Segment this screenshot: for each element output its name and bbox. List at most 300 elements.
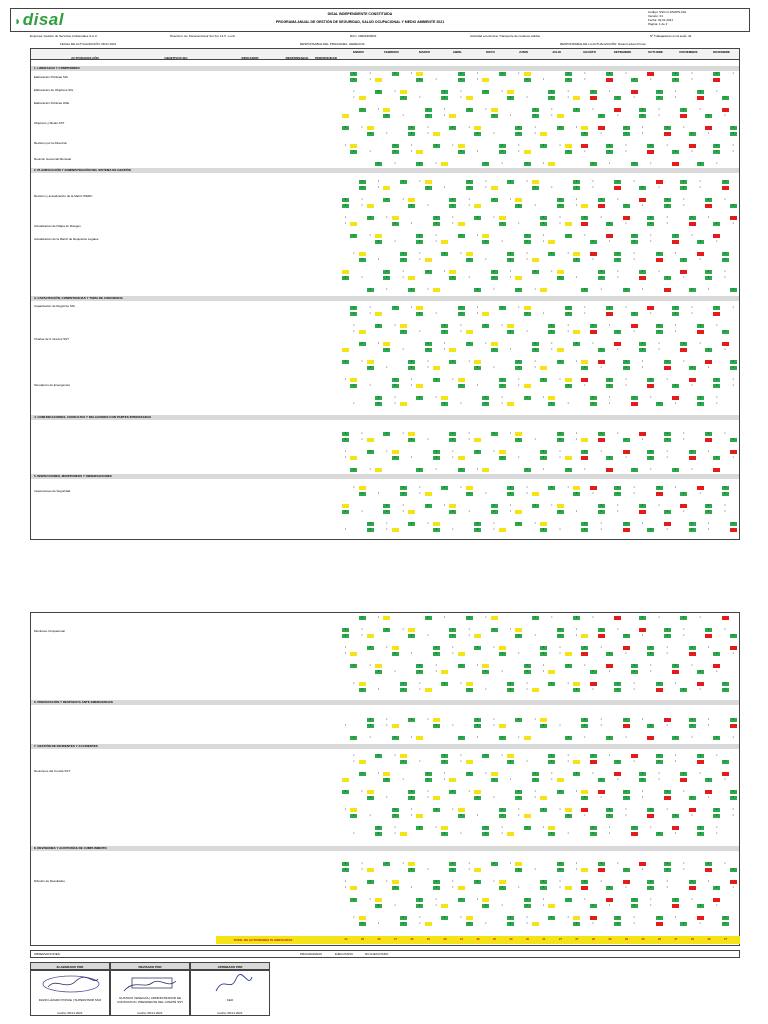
schedule-cell: ×	[672, 898, 679, 902]
schedule-cell: ×	[614, 330, 621, 334]
schedule-cell: ×	[600, 646, 602, 649]
schedule-cell	[598, 126, 605, 130]
schedule-cell: ×	[623, 790, 630, 794]
schedule-cell: ×	[427, 288, 429, 291]
schedule-cell: ×	[353, 324, 355, 327]
schedule-cell: ×	[532, 342, 539, 346]
schedule-cell: ×	[468, 790, 470, 793]
schedule-cell: ×	[474, 132, 481, 136]
schedule-cell: ×	[425, 342, 432, 346]
schedule-cell: ×	[394, 240, 396, 243]
schedule-cell: ×	[394, 162, 396, 165]
schedule-cell: ×	[573, 342, 580, 346]
schedule-cell: ×	[683, 510, 685, 513]
schedule-cell: ×	[650, 162, 652, 165]
schedule-cell: ×	[608, 904, 611, 907]
schedule-cell: ×	[377, 108, 380, 111]
schedule-cell: ×	[548, 916, 555, 920]
schedule-cell: ×	[534, 204, 536, 207]
schedule-cell	[359, 916, 366, 920]
schedule-cell: ×	[559, 652, 561, 655]
schedule-cell	[672, 396, 679, 400]
schedule-cell: ×	[466, 108, 473, 112]
schedule-cell: ×	[410, 378, 413, 381]
schedule-cell	[722, 342, 729, 346]
schedule-cell: ×	[452, 222, 454, 225]
schedule-cell: ×	[476, 898, 479, 901]
schedule-cell: ×	[466, 180, 473, 184]
schedule-cell: ×	[625, 736, 627, 739]
schedule-cell: ×	[515, 126, 522, 130]
schedule-cell: ×	[532, 114, 539, 118]
total-value: 26	[592, 938, 595, 941]
schedule-cell	[491, 186, 498, 190]
schedule-cell: ×	[606, 652, 613, 656]
schedule-cell: ×	[353, 486, 355, 489]
schedule-cell: ×	[664, 438, 671, 442]
schedule-cell: ×	[410, 456, 413, 459]
schedule-cell: ×	[435, 234, 437, 237]
schedule-cell: ×	[724, 348, 726, 351]
schedule-cell: ×	[590, 670, 597, 674]
schedule-cell: ×	[581, 646, 588, 650]
schedule-cell: ×	[410, 72, 413, 75]
schedule-cell: ×	[361, 360, 363, 363]
schedule-cell	[730, 724, 737, 728]
schedule-cell	[532, 922, 539, 926]
schedule-cell: ×	[452, 528, 454, 531]
schedule-cell	[392, 880, 399, 884]
schedule-cell: ×	[559, 144, 561, 147]
schedule-cell: ×	[425, 348, 432, 352]
schedule-cell: ×	[581, 796, 588, 800]
schedule-cell: ×	[697, 90, 704, 94]
schedule-cell: ×	[614, 760, 621, 764]
schedule-cell: ×	[565, 814, 572, 818]
schedule-cell: ×	[518, 144, 520, 147]
schedule-cell: ×	[402, 114, 404, 117]
schedule-cell: ×	[509, 778, 512, 781]
schedule-cell: ×	[598, 276, 605, 280]
schedule-cell: ×	[526, 330, 528, 333]
schedule-cell	[540, 288, 547, 292]
schedule-cell	[697, 682, 704, 686]
doc-title-2: PROGRAMA ANUAL DE GESTIÓN DE SEGURIDAD, SALUD OCUPACIONAL Y MEDIO AMBIENTE 2021	[275, 20, 445, 24]
schedule-cell: ×	[674, 330, 677, 333]
schedule-cell: ×	[724, 270, 726, 273]
schedule-cell: ×	[425, 772, 432, 776]
schedule-cell	[672, 826, 679, 830]
schedule-cell: ×	[386, 288, 388, 291]
schedule-cell: ×	[485, 616, 487, 619]
schedule-cell: ×	[526, 922, 528, 925]
schedule-cell: ×	[509, 114, 512, 117]
schedule-cell: ×	[493, 522, 495, 525]
schedule-cell	[581, 378, 588, 382]
schedule-cell: ×	[367, 132, 374, 136]
schedule-cell	[713, 664, 720, 668]
schedule-cell	[705, 126, 712, 130]
schedule-cell: ×	[419, 180, 421, 183]
schedule-cell: ×	[425, 778, 432, 782]
schedule-cell: ×	[705, 198, 712, 202]
schedule-cell: ×	[416, 396, 423, 400]
schedule-cell: ×	[369, 312, 371, 315]
schedule-cell	[573, 330, 580, 334]
schedule-cell: ×	[400, 330, 407, 334]
schedule-cell: ×	[501, 826, 503, 829]
schedule-cell: ×	[658, 504, 660, 507]
schedule-cell: ×	[474, 288, 481, 292]
schedule-cell	[590, 916, 597, 920]
schedule-cell: ×	[493, 646, 495, 649]
doc-version: Versión: 01	[648, 14, 664, 18]
schedule-cell: ×	[427, 366, 429, 369]
schedule-cell	[367, 868, 374, 872]
schedule-cell	[730, 646, 737, 650]
schedule-cell: ×	[683, 198, 685, 201]
schedule-cell: ×	[518, 886, 520, 889]
schedule-cell: ×	[592, 616, 594, 619]
schedule-cell: ×	[666, 450, 668, 453]
schedule-cell: ×	[377, 616, 380, 619]
schedule-cell	[367, 634, 374, 638]
schedule-cell: ×	[375, 396, 382, 400]
schedule-cell: ×	[664, 276, 671, 280]
schedule-cell	[499, 450, 506, 454]
schedule-cell: ×	[548, 96, 555, 100]
section-7: 7. GESTIÓN DE INCIDENTES Y ACCIDENTES	[30, 744, 740, 749]
schedule-cell: ×	[730, 288, 737, 292]
schedule-cell: ×	[683, 438, 685, 441]
signature-stamp-2	[116, 973, 186, 995]
schedule-cell: ×	[509, 510, 512, 513]
activity-label: Reuniones del Comité SST	[34, 769, 71, 773]
schedule-cell: ×	[705, 114, 712, 118]
schedule-cell	[548, 904, 555, 908]
schedule-cell: ×	[433, 528, 440, 532]
schedule-cell: ×	[567, 252, 569, 255]
schedule-cell: ×	[515, 718, 522, 722]
schedule-cell	[540, 718, 547, 722]
col-activity: ACTIVIDADES AÑO	[71, 56, 99, 60]
schedule-cell: ×	[713, 144, 720, 148]
schedule-cell	[524, 814, 531, 818]
schedule-cell: ×	[584, 736, 586, 739]
schedule-cell: ×	[600, 450, 602, 453]
schedule-cell	[416, 736, 423, 740]
schedule-cell: ×	[410, 808, 413, 811]
schedule-cell: ×	[713, 378, 720, 382]
schedule-cell: ×	[584, 468, 586, 471]
schedule-cell: ×	[460, 90, 462, 93]
address-info: Dirección: Av. Panamericana Sur Km 13.5 - Lurín	[170, 34, 236, 38]
schedule-cell: ×	[344, 886, 347, 889]
schedule-cell: ×	[548, 682, 555, 686]
schedule-cell	[557, 270, 564, 274]
schedule-cell: ×	[482, 240, 489, 244]
schedule-cell: ×	[540, 808, 547, 812]
schedule-cell	[449, 348, 456, 352]
schedule-cell: ×	[713, 384, 720, 388]
schedule-cell: ×	[732, 384, 734, 387]
schedule-cell	[697, 330, 704, 334]
schedule-cell: ×	[359, 258, 366, 262]
schedule-cell: ×	[664, 510, 671, 514]
schedule-cell: ×	[608, 396, 611, 399]
schedule-cell: ×	[606, 736, 613, 740]
schedule-cell: ×	[518, 384, 520, 387]
schedule-cell: ×	[656, 760, 663, 764]
schedule-cell: ×	[400, 486, 407, 490]
schedule-cell: ×	[427, 126, 429, 129]
schedule-cell: ×	[515, 438, 522, 442]
schedule-cell: ×	[482, 324, 489, 328]
schedule-cell: ×	[631, 234, 638, 238]
schedule-cell	[408, 432, 415, 436]
schedule-cell: ×	[443, 186, 446, 189]
schedule-cell	[606, 234, 613, 238]
schedule-cell: ×	[435, 240, 437, 243]
schedule-cell: ×	[468, 198, 470, 201]
schedule-cell: ×	[402, 198, 404, 201]
schedule-cell: ×	[639, 778, 646, 782]
schedule-cell: ×	[419, 760, 421, 763]
schedule-cell: ×	[474, 450, 481, 454]
schedule-cell: ×	[722, 922, 729, 926]
schedule-cell: ×	[658, 108, 660, 111]
schedule-cell: ×	[507, 258, 514, 262]
schedule-cell: ×	[485, 108, 487, 111]
schedule-cell: ×	[705, 432, 712, 436]
schedule-cell: ×	[683, 432, 685, 435]
total-value: 26	[361, 938, 364, 941]
schedule-cell	[350, 652, 357, 656]
schedule-cell: ×	[534, 366, 536, 369]
month-header-febrero: FEBRERO	[384, 50, 399, 54]
sig-header-3: APROBADO POR	[190, 962, 270, 970]
schedule-cell: ×	[542, 312, 545, 315]
schedule-cell	[433, 718, 440, 722]
schedule-cell: ×	[633, 492, 635, 495]
schedule-cell	[730, 450, 737, 454]
schedule-cell: ×	[367, 718, 374, 722]
schedule-cell: ×	[590, 402, 597, 406]
schedule-cell: ×	[633, 258, 635, 261]
schedule-cell: ×	[631, 904, 638, 908]
schedule-cell	[507, 90, 514, 94]
schedule-cell: ×	[515, 634, 522, 638]
schedule-cell: ×	[716, 826, 718, 829]
schedule-cell: ×	[482, 754, 489, 758]
schedule-cell: ×	[344, 144, 347, 147]
schedule-cell: ×	[353, 916, 355, 919]
schedule-cell: ×	[466, 616, 473, 620]
schedule-cell: ×	[540, 528, 547, 532]
section-5: 5. INSPECCIONES, MONITOREOS Y OBSERVACIONES	[30, 474, 740, 479]
doc-date: Fecha: 02.01.2021	[648, 18, 674, 22]
schedule-cell: ×	[672, 664, 679, 668]
total-value: 27	[394, 938, 397, 941]
schedule-cell: ×	[359, 772, 366, 776]
schedule-cell: ×	[526, 258, 528, 261]
schedule-cell: ×	[691, 898, 693, 901]
schedule-cell: ×	[433, 724, 440, 728]
schedule-cell: ×	[353, 330, 355, 333]
sig-header-1: ELABORADO POR	[30, 962, 110, 970]
schedule-cell: ×	[493, 450, 495, 453]
schedule-cell: ×	[567, 90, 569, 93]
schedule-cell: ×	[540, 886, 547, 890]
schedule-cell: ×	[474, 724, 481, 728]
schedule-cell: ×	[705, 510, 712, 514]
schedule-cell	[730, 216, 737, 220]
schedule-cell	[639, 198, 646, 202]
schedule-cell: ×	[584, 150, 586, 153]
schedule-cell	[581, 808, 588, 812]
schedule-cell: ×	[383, 504, 390, 508]
schedule-cell: ×	[410, 736, 413, 739]
schedule-cell	[713, 898, 720, 902]
schedule-cell: ×	[732, 306, 734, 309]
schedule-cell	[416, 72, 423, 76]
schedule-cell: ×	[344, 528, 347, 531]
schedule-cell: ×	[590, 162, 597, 166]
schedule-cell: ×	[435, 904, 437, 907]
schedule-cell	[656, 492, 663, 496]
schedule-cell: ×	[493, 288, 495, 291]
schedule-cell	[466, 760, 473, 764]
schedule-cell	[614, 342, 621, 346]
schedule-cell	[466, 486, 473, 490]
schedule-cell	[375, 898, 382, 902]
schedule-cell: ×	[689, 288, 696, 292]
schedule-cell: ×	[491, 778, 498, 782]
schedule-cell: ×	[697, 396, 704, 400]
schedule-cell	[598, 360, 605, 364]
schedule-cell: ×	[557, 868, 564, 872]
schedule-cell	[449, 114, 456, 118]
company-info: Empresa: Gestión de Servicios Ambientales S.A.C.	[30, 34, 98, 38]
schedule-cell: ×	[435, 468, 437, 471]
schedule-cell: ×	[344, 646, 347, 649]
schedule-cell: ×	[707, 132, 710, 135]
schedule-cell: ×	[647, 378, 654, 382]
schedule-cell: ×	[482, 396, 489, 400]
schedule-cell: ×	[458, 312, 465, 316]
schedule-cell: ×	[567, 330, 569, 333]
schedule-cell: ×	[559, 378, 561, 381]
schedule-cell: ×	[722, 492, 729, 496]
schedule-cell: ×	[534, 796, 536, 799]
schedule-cell: ×	[435, 898, 437, 901]
schedule-cell: ×	[639, 108, 646, 112]
schedule-cell	[449, 504, 456, 508]
schedule-cell: ×	[468, 360, 470, 363]
schedule-cell	[581, 868, 588, 872]
schedule-cell: ×	[359, 492, 366, 496]
schedule-cell: ×	[633, 96, 635, 99]
schedule-cell: ×	[551, 504, 553, 507]
schedule-cell: ×	[342, 634, 349, 638]
section-4: 4. COMUNICACIONES, CONSULTAS Y RELACIONES CON PARTES INTERESADAS	[30, 415, 740, 420]
schedule-cell: ×	[639, 348, 646, 352]
schedule-cell: ×	[468, 862, 470, 865]
schedule-cell: ×	[524, 162, 531, 166]
schedule-cell: ×	[350, 898, 357, 902]
schedule-cell: ×	[441, 760, 448, 764]
schedule-cell: ×	[639, 186, 646, 190]
totals-row	[216, 936, 740, 944]
schedule-cell: ×	[573, 688, 580, 692]
schedule-cell: ×	[633, 486, 635, 489]
schedule-cell: ×	[557, 126, 564, 130]
schedule-cell: ×	[402, 862, 404, 865]
schedule-cell: ×	[359, 108, 366, 112]
schedule-cell: ×	[410, 886, 413, 889]
schedule-cell: ×	[724, 198, 726, 201]
schedule-cell: ×	[509, 270, 512, 273]
schedule-cell: ×	[559, 886, 561, 889]
schedule-cell: ×	[353, 90, 355, 93]
schedule-cell: ×	[458, 384, 465, 388]
schedule-cell	[664, 522, 671, 526]
schedule-cell	[581, 204, 588, 208]
schedule-cell: ×	[443, 348, 446, 351]
totals-label: TOTAL DE ACTIVIDADES PLANIFICADAS	[233, 938, 293, 942]
schedule-cell: ×	[540, 216, 547, 220]
schedule-cell: ×	[639, 270, 646, 274]
schedule-cell: ×	[581, 216, 588, 220]
schedule-cell: ×	[435, 826, 437, 829]
schedule-cell	[499, 880, 506, 884]
schedule-cell	[548, 826, 555, 830]
schedule-cell: ×	[353, 832, 355, 835]
schedule-cell: ×	[666, 652, 668, 655]
schedule-cell: ×	[691, 306, 693, 309]
schedule-cell: ×	[557, 634, 564, 638]
schedule-cell: ×	[641, 360, 644, 363]
month-header-noviembre: NOVIEMBRE	[679, 50, 698, 54]
schedule-cell: ×	[674, 832, 677, 835]
schedule-cell: ×	[493, 796, 495, 799]
schedule-cell: ×	[485, 186, 487, 189]
schedule-cell	[680, 114, 687, 118]
signature-block-3	[190, 970, 270, 1016]
schedule-cell: ×	[548, 324, 555, 328]
schedule-cell: ×	[559, 528, 561, 531]
schedule-cell: ×	[427, 718, 429, 721]
schedule-cell	[573, 252, 580, 256]
schedule-cell: ×	[691, 814, 693, 817]
schedule-cell: ×	[608, 402, 611, 405]
schedule-cell: ×	[493, 366, 495, 369]
schedule-cell	[614, 772, 621, 776]
schedule-cell: ×	[573, 108, 580, 112]
schedule-cell: ×	[361, 510, 363, 513]
schedule-cell: ×	[680, 108, 687, 112]
schedule-cell: ×	[466, 772, 473, 776]
schedule-cell: ×	[491, 198, 498, 202]
schedule-cell: ×	[392, 72, 399, 76]
schedule-cell: ×	[683, 634, 685, 637]
schedule-cell	[565, 652, 572, 656]
schedule-cell: ×	[598, 114, 605, 118]
signer-name-1: DAVID LÁZARO PONCE | SUPERVISOR SSO	[38, 998, 102, 1002]
schedule-cell: ×	[474, 646, 481, 650]
schedule-cell: ×	[674, 96, 677, 99]
schedule-cell: ×	[375, 402, 382, 406]
